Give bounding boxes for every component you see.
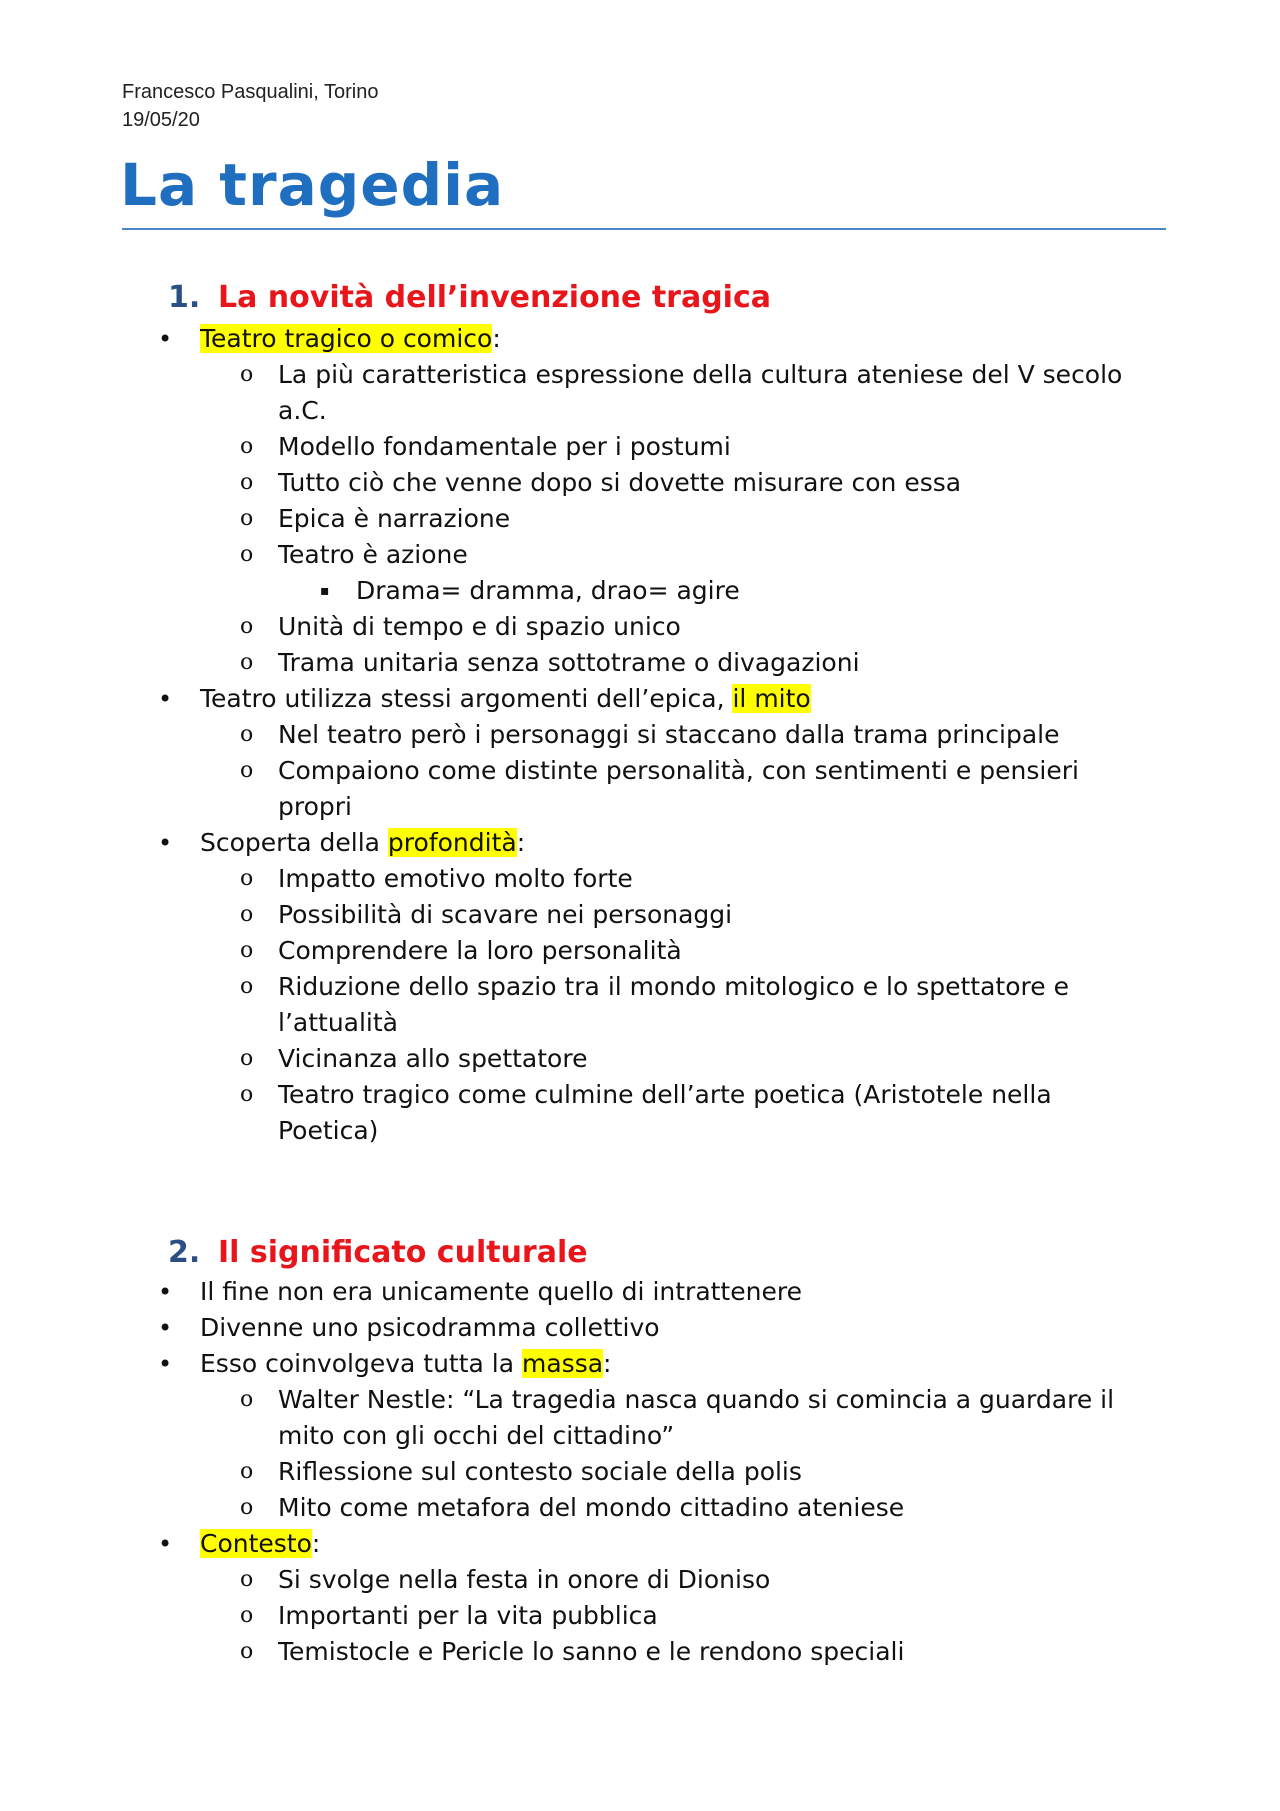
sub-bullet-icon: o: [240, 866, 254, 891]
sub-bullet-icon: o: [240, 506, 254, 531]
sub-list-item-continuation: l’attualità: [278, 1008, 398, 1037]
sub-bullet-icon: o: [240, 1603, 254, 1628]
sub-bullet-icon: o: [240, 650, 254, 675]
section-1-title: La novità dell’invenzione tragica: [218, 280, 771, 315]
section-2-title: Il significato culturale: [218, 1235, 588, 1270]
square-bullet-icon: ▪: [320, 583, 330, 599]
highlighted-text: profondità: [387, 828, 517, 857]
sub-list-item: Compaiono come distinte personalità, con sentimenti e pensieri: [278, 756, 1079, 785]
sub-list-item: Unità di tempo e di spazio unico: [278, 612, 681, 641]
title-divider: [122, 228, 1166, 230]
list-item: Contesto:: [200, 1529, 321, 1558]
sub-list-item: Modello fondamentale per i postumi: [278, 432, 731, 461]
sub-list-item: Vicinanza allo spettatore: [278, 1044, 588, 1073]
sub-list-item: La più caratteristica espressione della cultura ateniese del V secolo: [278, 360, 1123, 389]
sub-list-item: Tutto ciò che venne dopo si dovette misurare con essa: [278, 468, 962, 497]
sub-list-item-continuation: a.C.: [278, 396, 327, 425]
document-title: La tragedia: [120, 151, 505, 219]
bullet-icon: •: [158, 1278, 173, 1306]
sub-list-item: Teatro tragico come culmine dell’arte poetica (Aristotele nella: [278, 1080, 1052, 1109]
bullet-icon: •: [158, 685, 173, 713]
sub-list-item-continuation: propri: [278, 792, 352, 821]
sub-bullet-icon: o: [240, 974, 254, 999]
section-1-heading: [168, 278, 771, 318]
highlighted-text: il mito: [732, 684, 811, 713]
sub-list-item: Temistocle e Pericle lo sanno e le rendono speciali: [278, 1637, 905, 1666]
sub-bullet-icon: o: [240, 1495, 254, 1520]
sub-bullet-icon: o: [240, 362, 254, 387]
sub-bullet-icon: o: [240, 1082, 254, 1107]
author-line: Francesco Pasqualini, Torino: [122, 81, 379, 103]
section-1-number: 1.: [168, 280, 201, 315]
sub-bullet-icon: o: [240, 722, 254, 747]
list-item: Esso coinvolgeva tutta la massa:: [200, 1349, 612, 1378]
section-2-number: 2.: [168, 1235, 201, 1270]
list-item: Teatro utilizza stessi argomenti dell’epica, il mito: [200, 684, 811, 713]
sub-bullet-icon: o: [240, 434, 254, 459]
sub-sub-list-item: Drama= dramma, drao= agire: [356, 576, 740, 605]
bullet-icon: •: [158, 829, 173, 857]
highlighted-text: massa: [522, 1349, 604, 1378]
sub-list-item: Importanti per la vita pubblica: [278, 1601, 658, 1630]
highlighted-text: Teatro tragico o comico: [200, 324, 493, 353]
list-item: Divenne uno psicodramma collettivo: [200, 1313, 660, 1342]
sub-bullet-icon: o: [240, 542, 254, 567]
list-item: Teatro tragico o comico:: [200, 324, 501, 353]
bullet-icon: •: [158, 325, 173, 353]
sub-bullet-icon: o: [240, 758, 254, 783]
section-2-heading: [168, 1233, 588, 1273]
sub-list-item: Comprendere la loro personalità: [278, 936, 682, 965]
bullet-icon: •: [158, 1530, 173, 1558]
date-line: 19/05/20: [122, 109, 200, 131]
sub-list-item: Nel teatro però i personaggi si staccano dalla trama principale: [278, 720, 1060, 749]
sub-bullet-icon: o: [240, 1459, 254, 1484]
list-item: Il fine non era unicamente quello di intrattenere: [200, 1277, 802, 1306]
sub-bullet-icon: o: [240, 470, 254, 495]
sub-bullet-icon: o: [240, 1046, 254, 1071]
bullet-icon: •: [158, 1350, 173, 1378]
sub-list-item-continuation: mito con gli occhi del cittadino”: [278, 1421, 675, 1450]
sub-bullet-icon: o: [240, 902, 254, 927]
sub-list-item: Walter Nestle: “La tragedia nasca quando si comincia a guardare il: [278, 1385, 1115, 1414]
bullet-icon: •: [158, 1314, 173, 1342]
sub-list-item: Riduzione dello spazio tra il mondo mitologico e lo spettatore e: [278, 972, 1069, 1001]
sub-list-item: Riflessione sul contesto sociale della polis: [278, 1457, 802, 1486]
sub-bullet-icon: o: [240, 1387, 254, 1412]
sub-list-item: Possibilità di scavare nei personaggi: [278, 900, 733, 929]
highlighted-text: Contesto: [200, 1529, 312, 1558]
sub-list-item: Epica è narrazione: [278, 504, 511, 533]
sub-list-item: Mito come metafora del mondo cittadino ateniese: [278, 1493, 905, 1522]
sub-list-item: Teatro è azione: [278, 540, 468, 569]
sub-list-item: Impatto emotivo molto forte: [278, 864, 633, 893]
sub-list-item: Trama unitaria senza sottotrame o divagazioni: [278, 648, 860, 677]
sub-list-item: Si svolge nella festa in onore di Dioniso: [278, 1565, 771, 1594]
sub-bullet-icon: o: [240, 1567, 254, 1592]
sub-bullet-icon: o: [240, 1639, 254, 1664]
list-item: Scoperta della profondità:: [200, 828, 526, 857]
sub-list-item-continuation: Poetica): [278, 1116, 379, 1145]
sub-bullet-icon: o: [240, 938, 254, 963]
sub-bullet-icon: o: [240, 614, 254, 639]
